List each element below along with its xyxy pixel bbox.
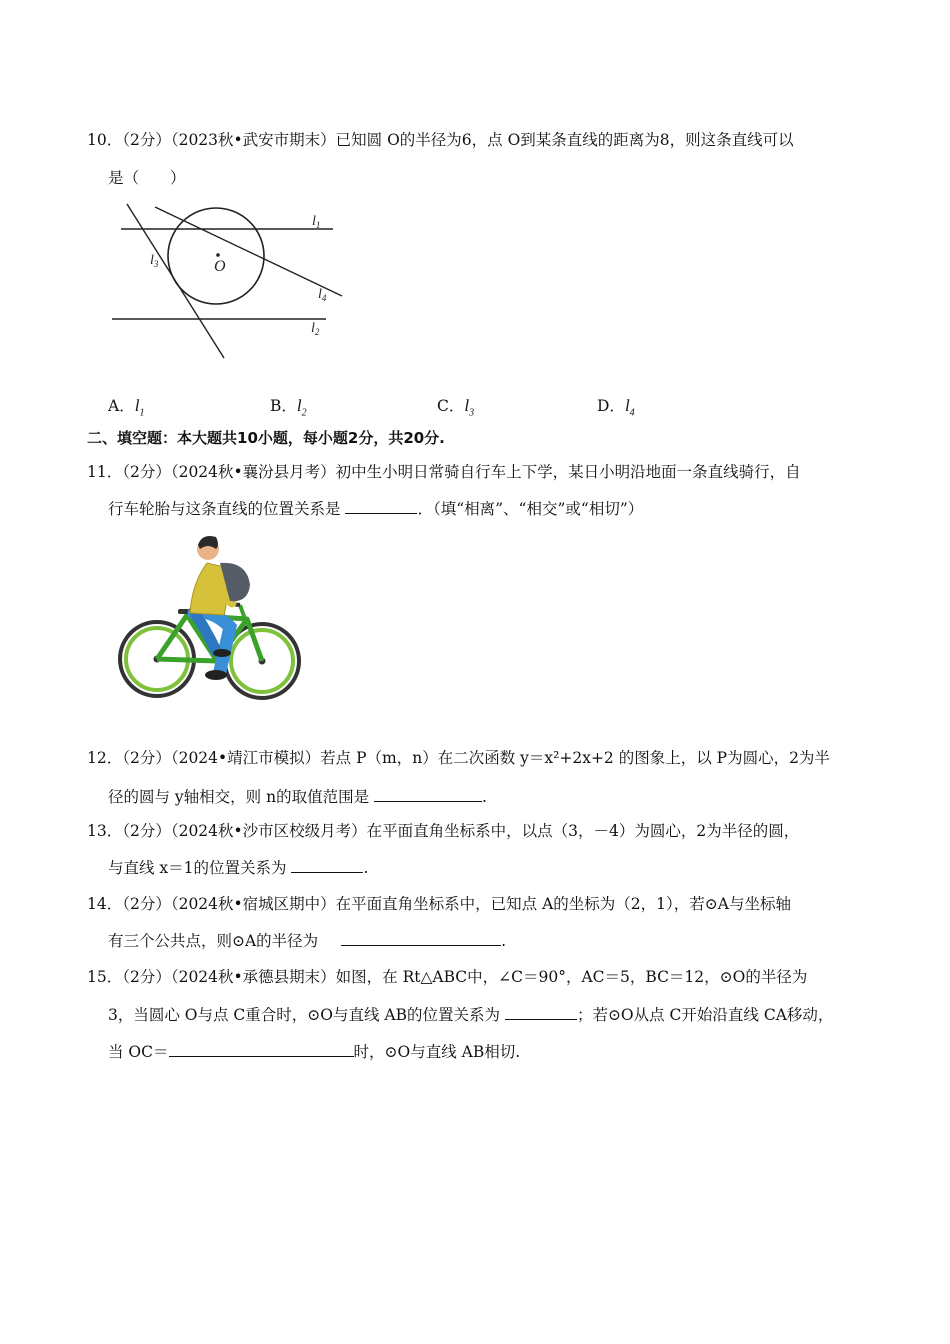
option-b-letter: B．	[270, 397, 297, 415]
center-label: O	[214, 258, 226, 275]
q13-text-a: 与直线 x＝1的位置关系为	[108, 859, 287, 877]
option-d[interactable]	[597, 394, 635, 418]
q14-answer-blank[interactable]	[341, 931, 501, 946]
label-l4: $l_4$	[318, 287, 327, 303]
q15-text-line1: 15．（2分）（2024秋•承德县期末）如图，在 Rt△ABC中，∠C＝90°，AC＝5，BC＝12，⊙O的半径为	[87, 968, 808, 986]
option-a-value: $l_1$	[134, 396, 145, 419]
q15-text-a: 3，当圆心 O与点 C重合时，⊙O与直线 AB的位置关系为	[108, 1006, 500, 1024]
q14-text-line2	[108, 931, 506, 951]
q14-text-b: .	[501, 932, 507, 950]
q15-answer-blank-1[interactable]	[505, 1005, 577, 1020]
option-b[interactable]	[270, 394, 307, 418]
q13-text-b: .	[363, 859, 369, 877]
q15-text-c: 当 OC＝	[108, 1043, 169, 1061]
q15-text-b: ；若⊙O从点 C开始沿直线 CA移动，	[576, 1006, 834, 1024]
q15-text-line3	[108, 1042, 520, 1062]
option-c[interactable]	[437, 394, 474, 418]
label-l3: $l_3$	[150, 253, 159, 269]
q12-text-line2	[108, 787, 487, 807]
option-c-value: $l_3$	[464, 396, 475, 419]
q12-text-line1: 12．（2分）（2024•靖江市模拟）若点 P（m，n）在二次函数 y＝x²+2x+2 的图象上，以 P为圆心，2为半	[87, 749, 830, 767]
q14-text-a: 有三个公共点，则⊙A的半径为	[108, 932, 319, 950]
circle-lines-figure	[108, 198, 348, 363]
option-a[interactable]	[108, 394, 144, 418]
option-d-letter: D．	[597, 397, 625, 415]
q15-text-line2	[108, 1005, 833, 1025]
q12-answer-blank[interactable]	[374, 787, 482, 802]
cyclist-illustration	[112, 533, 302, 708]
option-d-value: $l_4$	[624, 396, 635, 419]
line-l3	[127, 204, 224, 358]
section-heading: 二、填空题：本大题共10小题，每小题2分，共20分.	[87, 429, 445, 447]
circle-o	[168, 208, 264, 304]
q15-text-d: 时，⊙O与直线 AB相切.	[353, 1043, 521, 1061]
q10-text-line2: 是（ ）	[108, 169, 186, 187]
q11-text-b: ．（填“相离”、“相交”或“相切”）	[417, 500, 644, 518]
q12-text-a: 径的圆与 y轴相交，则 n的取值范围是	[108, 788, 370, 806]
q15-answer-blank-2[interactable]	[169, 1042, 354, 1057]
center-point	[216, 253, 220, 257]
q13-text-line1: 13．（2分）（2024秋•沙市区校级月考）在平面直角坐标系中，以点（3，－4）为圆心，2为半径的圆，	[87, 822, 800, 840]
q13-answer-blank[interactable]	[291, 858, 363, 873]
q11-text-line2	[108, 499, 643, 519]
label-l1: $l_1$	[312, 214, 321, 230]
q12-text-b: .	[482, 788, 487, 806]
q13-text-line2	[108, 858, 368, 878]
q11-text-a: 行车轮胎与这条直线的位置关系是	[108, 500, 341, 518]
option-a-letter: A．	[108, 397, 135, 415]
q11-text-line1: 11．（2分）（2024秋•襄汾县月考）初中生小明日常骑自行车上下学，某日小明沿地面一条直线骑行，自	[87, 463, 801, 481]
q14-text-line1: 14．（2分）（2024秋•宿城区期中）在平面直角坐标系中，已知点 A的坐标为（2，1），若⊙A与坐标轴	[87, 895, 791, 913]
label-l2: $l_2$	[311, 321, 320, 337]
option-b-value: $l_2$	[296, 396, 307, 419]
option-c-letter: C．	[437, 397, 465, 415]
q11-answer-blank[interactable]	[345, 499, 417, 514]
q10-text-line1: 10．（2分）（2023秋•武安市期末）已知圆 O的半径为6，点 O到某条直线的距离为8，则这条直线可以	[87, 131, 794, 149]
